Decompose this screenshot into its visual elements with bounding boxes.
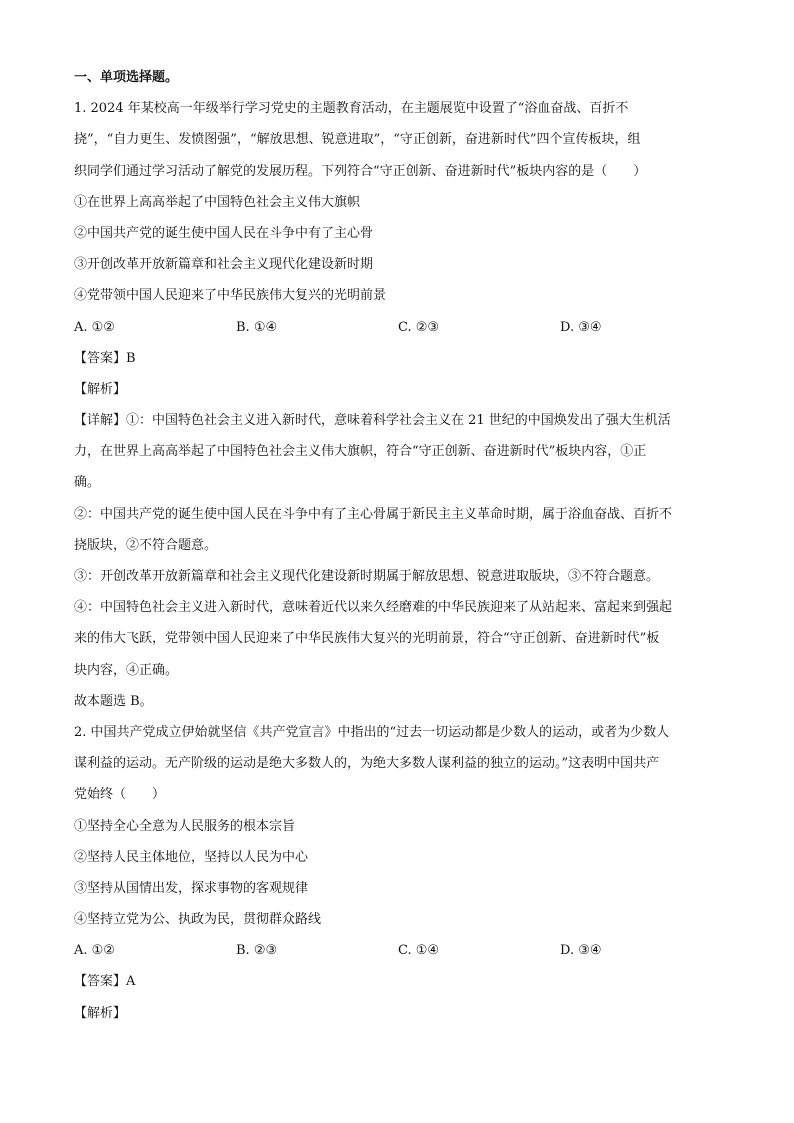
document-page bbox=[74, 62, 724, 1029]
question-option: ③开创改革开放新篇章和社会主义现代化建设新时期 bbox=[74, 257, 374, 273]
analysis-line: ②：中国共产党的诞生使中国人民在斗争中有了主心骨属于新民主主义革命时期，属于浴血奋战、百折不 bbox=[74, 506, 673, 522]
choice-d: D. ③④ bbox=[560, 319, 602, 335]
answer-line: 【答案】A bbox=[74, 974, 136, 990]
question-option: ③坚持从国情出发，探求事物的客观规律 bbox=[74, 880, 309, 896]
question-stem-line: 谋利益的运动。无产阶级的运动是绝大多数人的，为绝大多数人谋利益的独立的运动。”这表明中国共产 bbox=[74, 756, 660, 772]
question-stem-line: 1. 2024 年某校高一年级举行学习党史的主题教育活动，在主题展览中设置了“浴血奋战、百折不 bbox=[74, 101, 629, 117]
question-option: ④党带领中国人民迎来了中华民族伟大复兴的光明前景 bbox=[74, 288, 387, 304]
question-option: ②中国共产党的诞生使中国人民在斗争中有了主心骨 bbox=[74, 225, 374, 241]
answer-line: 【答案】B bbox=[74, 350, 136, 366]
question-stem-line: 挠”，“自力更生、发愤图强”，“解放思想、锐意进取”，“守正创新，奋进新时代”四个宣传板块，组 bbox=[74, 132, 641, 148]
question-option: ①在世界上高高举起了中国特色社会主义伟大旗帜 bbox=[74, 194, 361, 210]
analysis-label: 【解析】 bbox=[74, 1005, 127, 1021]
question-stem-line: 2. 中国共产党成立伊始就坚信《共产党宣言》中指出的“过去一切运动都是少数人的运动，或者为少数人 bbox=[74, 724, 670, 740]
choice-c: C. ①④ bbox=[398, 943, 440, 959]
question-stem-line: 织同学们通过学习活动了解党的发展历程。下列符合“守正创新、奋进新时代”板块内容的是（ ） bbox=[74, 163, 647, 179]
analysis-line: ③：开创改革开放新篇章和社会主义现代化建设新时期属于解放思想、锐意进取版块，③不符合题意。 bbox=[74, 569, 660, 584]
analysis-line: 块内容，④正确。 bbox=[74, 662, 179, 678]
question-option: ①坚持全心全意为人民服务的根本宗旨 bbox=[74, 818, 296, 834]
section-title: 一、单项选择题。 bbox=[74, 70, 179, 85]
question-2 bbox=[74, 717, 724, 1029]
analysis-line: 力，在世界上高高举起了中国特色社会主义伟大旗帜，符合“守正创新、奋进新时代”板块内容，①正 bbox=[74, 444, 647, 460]
analysis-line: 挠版块，②不符合题意。 bbox=[74, 537, 218, 553]
analysis-line: 故本题选 B。 bbox=[74, 693, 153, 709]
choice-b: B. ②③ bbox=[236, 943, 278, 959]
analysis-line: ④：中国特色社会主义进入新时代，意味着近代以来久经磨难的中华民族迎来了从站起来、富起来到强起 bbox=[74, 600, 673, 616]
question-option: ④坚持立党为公、执政为民，贯彻群众路线 bbox=[74, 912, 322, 928]
question-option: ②坚持人民主体地位，坚持以人民为中心 bbox=[74, 849, 309, 865]
answer-choices bbox=[74, 312, 724, 343]
choice-a: A. ①② bbox=[74, 319, 115, 335]
analysis-label: 【解析】 bbox=[74, 381, 127, 397]
answer-choices bbox=[74, 935, 724, 966]
analysis-line: 来的伟大飞跃，党带领中国人民迎来了中华民族伟大复兴的光明前景，符合“守正创新、奋进新时代”板 bbox=[74, 631, 660, 647]
choice-a: A. ①② bbox=[74, 943, 115, 959]
choice-b: B. ①④ bbox=[236, 319, 278, 335]
question-stem-line: 党始终（ ） bbox=[74, 787, 166, 803]
question-1 bbox=[74, 93, 724, 717]
choice-d: D. ③④ bbox=[560, 943, 602, 959]
choice-c: C. ②③ bbox=[398, 319, 440, 335]
analysis-line: 【详解】①：中国特色社会主义进入新时代，意味着科学社会主义在 21 世纪的中国焕发出了强大生机活 bbox=[74, 413, 671, 429]
analysis-line: 确。 bbox=[74, 475, 101, 491]
